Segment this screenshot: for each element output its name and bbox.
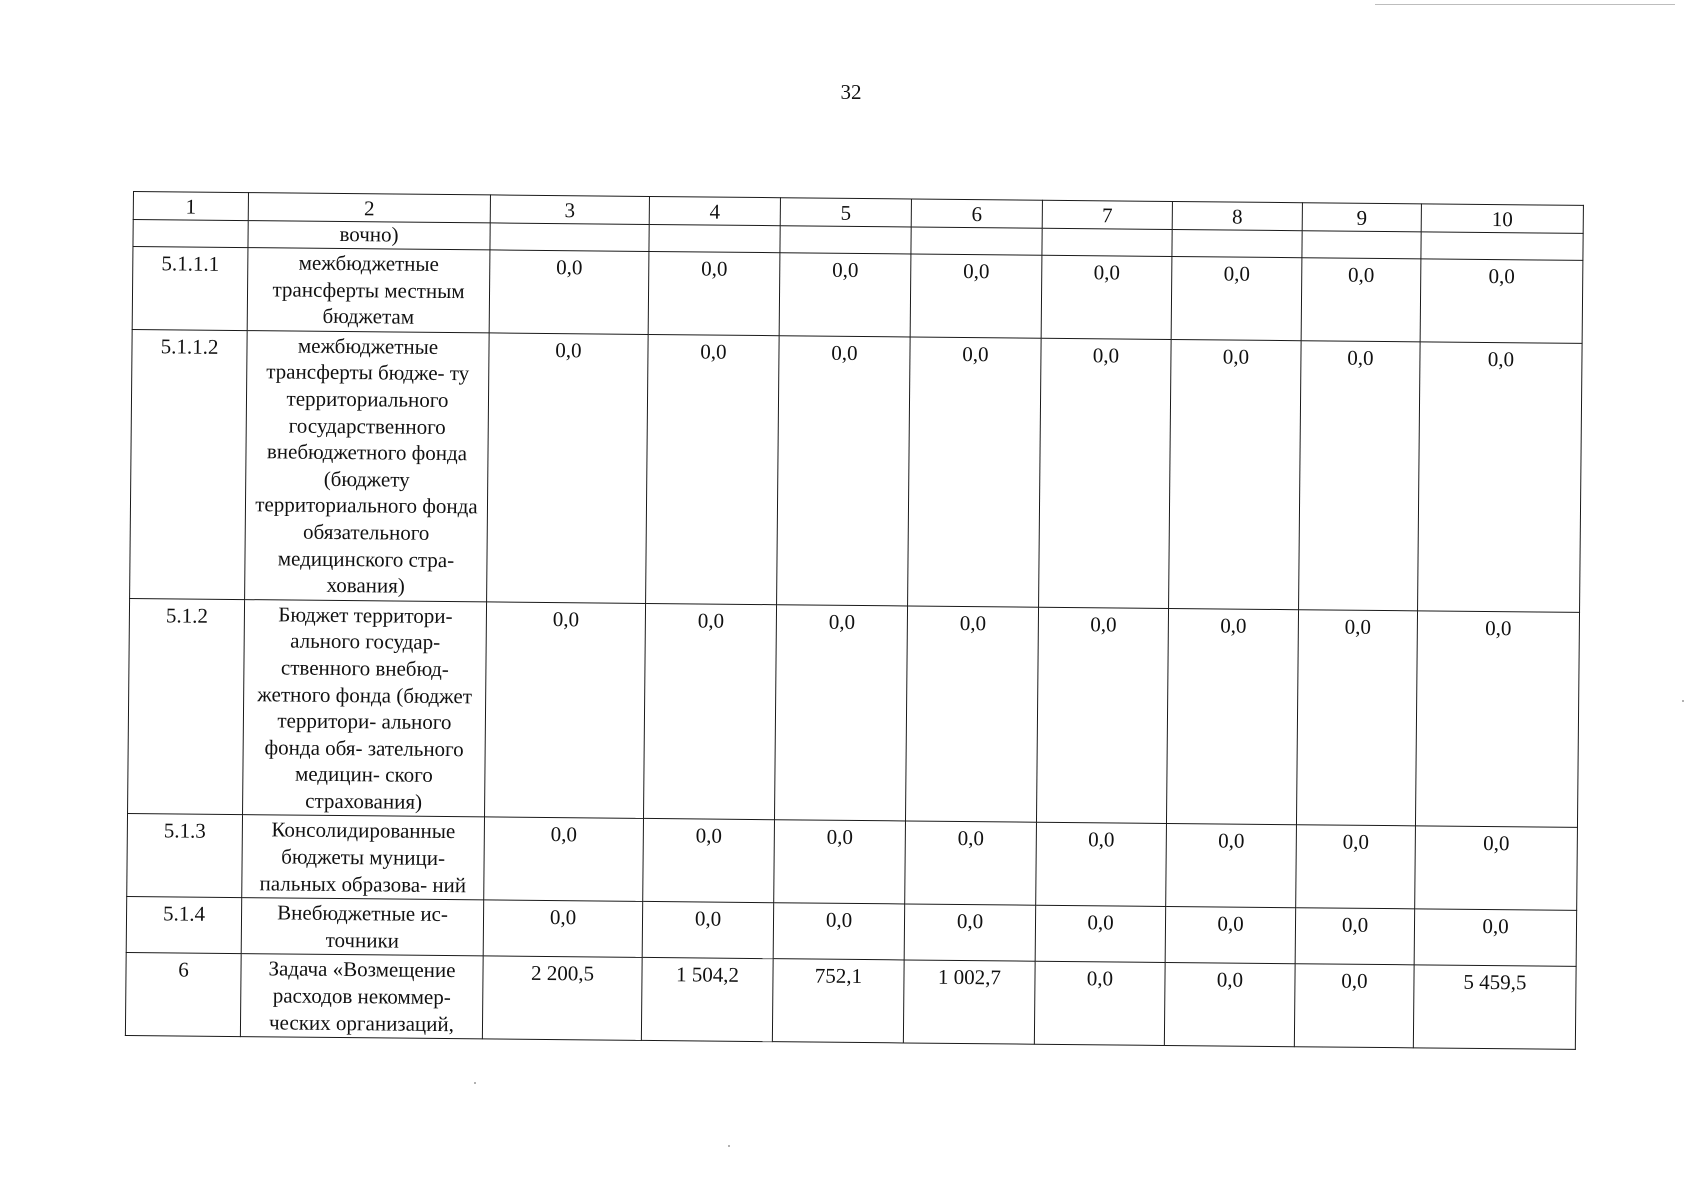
value-cell: 0,0 [643,819,775,903]
column-number: 8 [1172,201,1302,230]
value-cell: 0,0 [1420,259,1583,343]
table-body [125,247,1583,1050]
value-cell: 0,0 [774,604,907,821]
budget-table [125,191,1584,1050]
value-cell: 0,0 [1036,823,1167,907]
value-cell: 0,0 [487,333,649,603]
scan-speck [474,1082,476,1084]
value-cell: 0,0 [777,335,911,605]
column-number: 2 [248,193,490,223]
column-number: 4 [649,196,780,225]
value-cell: 0,0 [1294,964,1414,1048]
row-name: Бюджет территори- ального государ- ственного внебюд- жетного фонда (бюджет территори- ального фонда обя- зательного медицин- ского страхования) [243,599,487,817]
value-cell: 0,0 [1034,962,1165,1046]
column-number: 6 [911,199,1042,228]
scan-speck [1682,700,1684,702]
value-cell: 0,0 [905,606,1038,823]
scan-speck [728,1145,730,1147]
value-cell: 0,0 [1171,256,1302,340]
row-code: 5.1.2 [128,598,245,815]
table-row [125,953,1576,1050]
row-name: Задача «Возмещение расходов некоммер- ческих организаций, [240,954,483,1039]
value-cell: 0,0 [1165,907,1296,964]
value-cell: 0,0 [1415,826,1578,910]
value-cell: 0,0 [1166,824,1297,908]
value-cell: 1 504,2 [641,958,773,1042]
column-number: 10 [1421,204,1583,234]
row-name: межбюджетные трансферты бюдже- ту территориального государственного внебюджетного фонда (бюджету территориального фонда обязательного медицинского стра- хования) [245,330,490,601]
table-row [128,598,1580,828]
value-cell [649,224,780,252]
column-number: 1 [133,192,248,221]
column-number: 3 [490,195,649,225]
value-cell: 0,0 [1036,607,1168,824]
value-cell: 0,0 [910,254,1042,338]
page-number: 32 [840,80,862,104]
row-code: 5.1.1.2 [130,329,248,599]
value-cell: 0,0 [1418,342,1583,612]
value-cell [911,227,1042,255]
table-row [132,247,1583,344]
value-cell: 752,1 [772,959,904,1043]
row-code: 5.1.1.1 [132,247,248,331]
row-name: Внебюджетные ис- точники [241,898,484,957]
value-cell: 0,0 [779,253,911,337]
value-cell: 0,0 [489,250,649,334]
value-cell: 0,0 [1295,908,1415,965]
row-name: вочно) [248,221,490,250]
value-cell: 0,0 [1164,963,1295,1047]
value-cell: 0,0 [1035,905,1166,962]
scan-edge-mark [1375,4,1675,5]
value-cell: 0,0 [1039,338,1172,608]
value-cell: 0,0 [483,900,643,958]
column-number: 5 [780,198,911,227]
value-cell: 1 002,7 [903,960,1035,1044]
row-code: 5.1.3 [127,814,243,898]
value-cell: 0,0 [1296,609,1417,826]
value-cell: 0,0 [908,337,1042,607]
value-cell: 0,0 [646,334,780,604]
value-cell: 0,0 [1414,909,1577,967]
value-cell [780,226,911,254]
column-number: 9 [1302,203,1421,232]
value-cell: 0,0 [1301,258,1421,342]
value-cell: 0,0 [643,603,776,820]
value-cell: 5 459,5 [1413,965,1576,1049]
value-cell: 0,0 [648,251,780,335]
value-cell [1421,232,1583,261]
value-cell: 0,0 [484,817,644,901]
value-cell: 0,0 [904,904,1036,961]
value-cell: 0,0 [774,820,906,904]
value-cell [1042,228,1172,256]
value-cell: 0,0 [1299,341,1421,611]
value-cell: 0,0 [1296,825,1416,909]
row-code: 5.1.4 [126,897,242,954]
table-row [130,329,1583,612]
value-cell: 0,0 [773,903,905,960]
row-code: 6 [125,953,241,1037]
value-cell: 2 200,5 [482,956,642,1040]
value-cell: 0,0 [485,602,646,819]
value-cell [1302,231,1421,259]
value-cell: 0,0 [1041,255,1172,339]
value-cell: 0,0 [1415,611,1579,828]
row-name: межбюджетные трансферты местным бюджетам [247,248,490,333]
value-cell: 0,0 [1166,608,1298,825]
row-name: Консолидированные бюджеты муници- пальных образова- ний [242,815,485,900]
value-cell: 0,0 [1169,339,1302,609]
table-row [127,814,1578,911]
column-number: 7 [1042,200,1172,229]
value-cell [490,223,649,252]
value-cell: 0,0 [642,902,774,959]
row-code [133,220,248,248]
value-cell [1172,229,1302,257]
table-container [125,191,1583,1050]
value-cell: 0,0 [905,821,1037,905]
